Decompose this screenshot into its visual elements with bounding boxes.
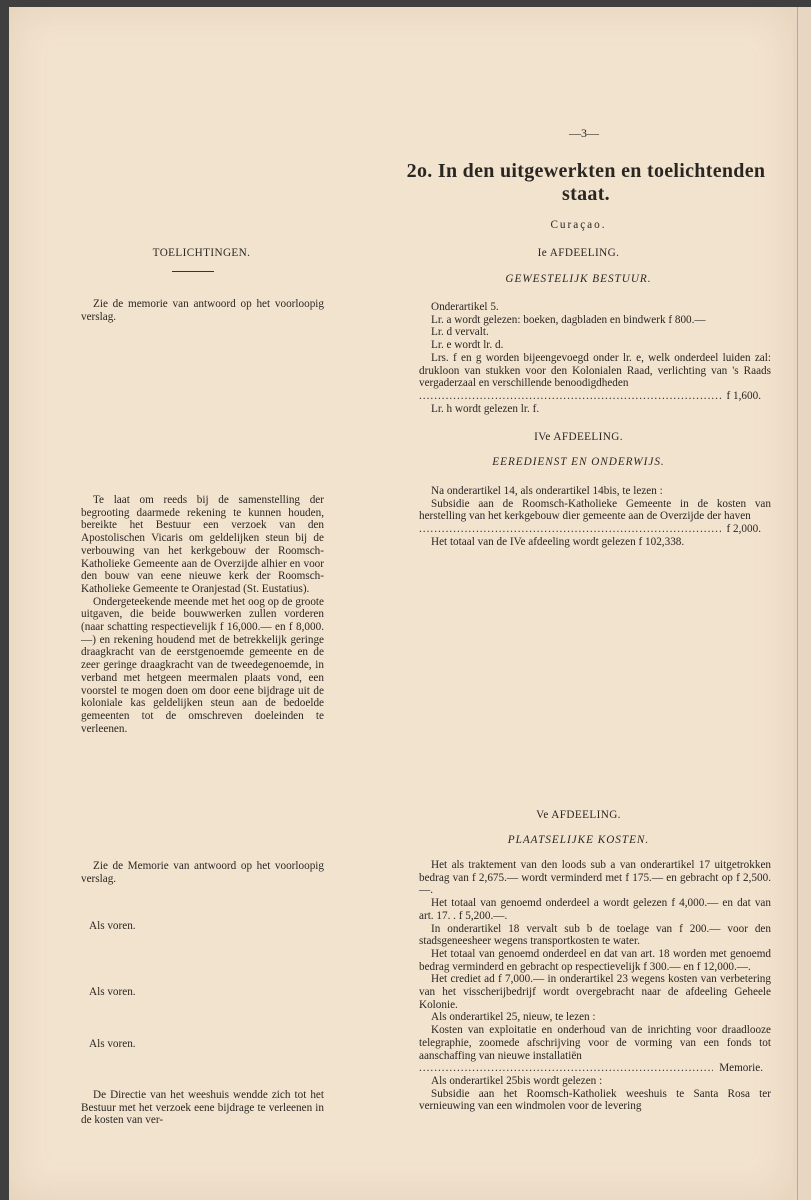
- section-1-line: Onderartikel 5.: [431, 301, 499, 313]
- section-5-paragraph: Als onderartikel 25bis wordt gelezen :: [431, 1074, 603, 1087]
- section-4-line: Subsidie aan de Roomsch-Katholieke Gemeente in de kosten van herstelling van het kerkgebouw dier gemeente aan de Overzijde der haven: [419, 497, 771, 523]
- section-1-line: Lrs. f en g worden bijeengevoegd onder lr. e, welk onderdeel luiden zal: drukloon van stukken voor den Kolonialen Raad, verlichting van 's Raads vergaderzaal en verschillende benoodigdheden: [419, 351, 771, 390]
- dotted-amount-line: [419, 1062, 771, 1075]
- page-number: —3—: [569, 126, 599, 140]
- section-4-heading: IVe AFDEELING.: [534, 431, 623, 443]
- amount: f 1,600.: [726, 389, 761, 402]
- section-4-subheading: EEREDIENST EN ONDERWIJS.: [492, 456, 665, 468]
- note-vicaris: [81, 494, 324, 735]
- document-page: [9, 7, 793, 1200]
- dotted-amount-line: [419, 523, 771, 536]
- note-weeshuis: De Directie van het weeshuis wendde zich tot het Bestuur met het verzoek eene bijdrage te verleenen in de kosten van ver-: [81, 1089, 324, 1127]
- dotted-amount-line: [419, 390, 771, 403]
- section-5-body: [419, 859, 771, 1113]
- territory-name: Curaçao.: [550, 219, 607, 231]
- section-1-line: Lr. d vervalt.: [431, 326, 489, 339]
- section-1-heading: Ie AFDEELING.: [537, 247, 620, 259]
- left-column-header: TOELICHTINGEN.: [152, 247, 251, 259]
- note-memorie-1: Zie de memorie van antwoord op het voorloopig verslag.: [81, 298, 324, 323]
- note-vicaris-p2: Ondergeteekende meende met het oog op de groote uitgaven, die beide bouwwerken zullen vorderen (naar schatting respectievelijk f 16,000.— en f 8,000.—) en rekening houdend met de betrekkelijk geringe draagkracht van de eerstgenoemde gemeente en de zeer geringe draagkracht van de tweedegenoemde, in verband met hetgeen meermalen plaats vond, een voorstel te mogen doen om door eene bijdrage uit de koloniale kas geldelijken steun aan de bedoelde gemeenten tot de omschreven doeleinden te verleenen.: [81, 595, 324, 735]
- note-als-voren-3: Als voren.: [89, 1038, 136, 1050]
- note-memorie-2: Zie de Memorie van antwoord op het voorloopig verslag.: [81, 860, 324, 885]
- section-1-subheading: GEWESTELIJK BESTUUR.: [505, 273, 652, 285]
- section-1-line: Lr. a wordt gelezen: boeken, dagbladen en bindwerk f 800.—: [431, 313, 706, 326]
- section-5-paragraph: Als onderartikel 25, nieuw, te lezen :: [431, 1011, 596, 1024]
- section-5-subheading: PLAATSELIJKE KOSTEN.: [507, 834, 650, 846]
- page-edge-line: [797, 7, 798, 1200]
- section-4-body: [419, 485, 771, 549]
- section-1-body: [419, 301, 771, 415]
- note-als-voren-1: Als voren.: [89, 920, 136, 932]
- header-rule: [172, 271, 214, 272]
- section-5-heading: Ve AFDEELING.: [536, 809, 621, 821]
- section-4-line: Het totaal van de IVe afdeeling wordt gelezen f 102,338.: [431, 535, 685, 548]
- section-5-paragraph: In onderartikel 18 vervalt sub b de toelage van f 200.— voor den stadsgeneesheer wegens transportkosten te water.: [419, 922, 771, 948]
- section-5-paragraph: Het totaal van genoemd onderdeel en dat van art. 18 worden met genoemd bedrag verminderd en gebracht op respectievelijk f 300.— en f 12,000.—.: [419, 947, 771, 973]
- amount: Memorie.: [719, 1062, 763, 1075]
- adjacent-page-edge: [793, 7, 811, 1200]
- amount: f 2,000.: [726, 523, 761, 536]
- section-1-line: Lr. e wordt lr. d.: [431, 339, 504, 352]
- note-als-voren-2: Als voren.: [89, 986, 136, 998]
- section-5-paragraph: Subsidie aan het Roomsch-Katholiek weeshuis te Santa Rosa ter vernieuwing van een windmolen voor de levering: [419, 1087, 771, 1113]
- page-title: 2o. In den uitgewerkten en toelichtenden staat.: [406, 160, 766, 205]
- note-vicaris-p1: Te laat om reeds bij de samenstelling der begrooting daarmede rekening te kunnen houden, bereikte het Bestuur een verzoek van den Apostolischen Vicaris om geldelijken steun bij de verbouwing van het kerkgebouw der Roomsch-Katholieke Gemeente aan de Overzijde alhier en voor den bouw van eene nieuwe kerk der Roomsch-Katholieke Gemeente te Oranjestad (St. Eustatius).: [81, 494, 324, 595]
- section-5-paragraph: Het crediet ad f 7,000.— in onderartikel 23 wegens kosten van verbetering van het visscherijbedrijf wordt overgebracht naar de afdeeling Geheele Kolonie.: [419, 973, 771, 1011]
- section-4-line: Na onderartikel 14, als onderartikel 14bis, te lezen :: [431, 485, 663, 497]
- section-1-line: Lr. h wordt gelezen lr. f.: [431, 402, 540, 415]
- section-5-paragraph: Kosten van exploitatie en onderhoud van de inrichting voor draadlooze telegraphie, zoomede afschrijving voor de vorming van een fonds tot aanschaffing van nieuwe installatiën: [419, 1024, 771, 1062]
- section-5-paragraph: Het als traktement van den loods sub a van onderartikel 17 uitgetrokken bedrag van f 2,675.— wordt verminderd met f 175.— en gebracht op f 2,500.—.: [419, 859, 771, 897]
- section-5-paragraph: Het totaal van genoemd onderdeel a wordt gelezen f 4,000.— en dat van art. 17. . f 5,200.—.: [419, 897, 771, 922]
